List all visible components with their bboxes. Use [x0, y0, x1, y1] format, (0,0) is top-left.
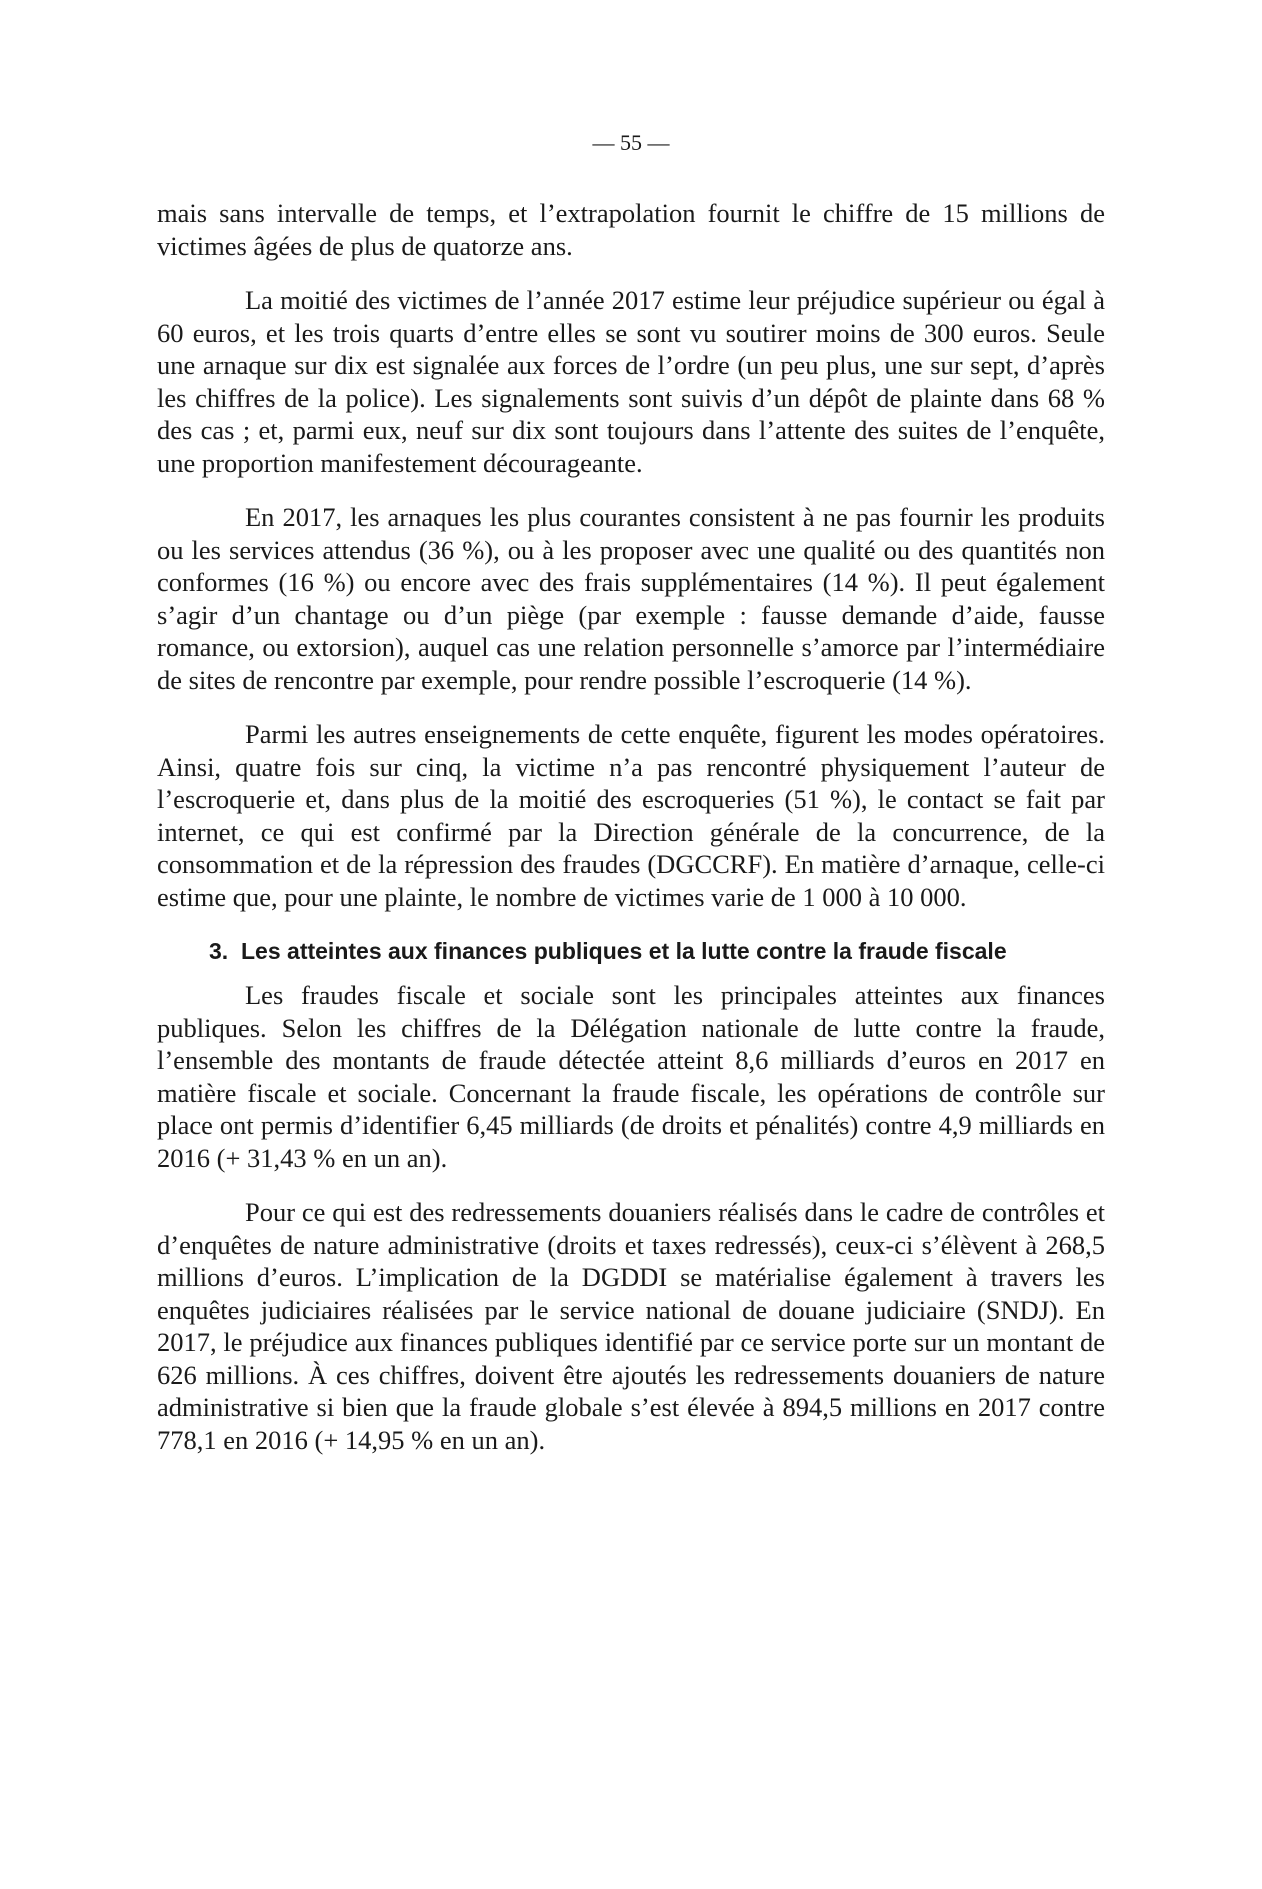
paragraph-customs-fraud: Pour ce qui est des redressements douaniers réalisés dans le cadre de contrôles et d’enquêtes de nature administrative (droits et taxes redressés), ceux-ci s’élèvent à 268,5 millions d’euros. L’implication de la DGDDI se matérialise également à travers les enquêtes judiciaires réalisées par le service national de douane judiciaire (SNDJ). En 2017, le préjudice aux finances publiques identifié par ce service porte sur un montant de 626 millions. À ces chiffres, doivent être ajoutés les redressements douaniers de nature administrative si bien que la fraude globale s’est élevée à 894,5 millions en 2017 contre 778,1 en 2016 (+ 14,95 % en un an). [157, 1197, 1105, 1455]
page-body [157, 197, 1105, 1478]
paragraph-tax-fraud: Les fraudes fiscale et sociale sont les principales atteintes aux finances publiques. Selon les chiffres de la Délégation nationale de lutte contre la fraude, l’ensemble des montants de fraude détectée atteint 8,6 milliards d’euros en 2017 en matière fiscale et sociale. Concernant la fraude fiscale, les opérations de contrôle sur place ont permis d’identifier 6,45 milliards (de droits et pénalités) contre 4,9 milliards en 2016 (+ 31,43 % en un an). [157, 980, 1105, 1173]
section-number: 3. [209, 938, 229, 964]
paragraph-modus-operandi: Parmi les autres enseignements de cette enquête, figurent les modes opératoires. Ainsi, quatre fois sur cinq, la victime n’a pas rencontré physiquement l’auteur de l’escroquerie et, dans plus de la moitié des escroqueries (51 %), le contact se fait par internet, ce qui est confirmé par la Direction générale de la concurrence, de la consommation et de la répression des fraudes (DGCCRF). En matière d’arnaque, celle-ci estime que, pour une plainte, le nombre de victimes varie de 1 000 à 10 000. [157, 719, 1105, 912]
paragraph-continuation: mais sans intervalle de temps, et l’extrapolation fournit le chiffre de 15 millions de victimes âgées de plus de quatorze ans. [157, 198, 1105, 261]
section-title: Les atteintes aux finances publiques et la lutte contre la fraude fiscale [241, 938, 1007, 964]
paragraph-victim-losses: La moitié des victimes de l’année 2017 estime leur préjudice supérieur ou égal à 60 euros, et les trois quarts d’entre elles se sont vu soutirer moins de 300 euros. Seule une arnaque sur dix est signalée aux forces de l’ordre (un peu plus, une sur sept, d’après les chiffres de la police). Les signalements sont suivis d’un dépôt de plainte dans 68 % des cas ; et, parmi eux, neuf sur dix sont toujours dans l’attente des suites de l’enquête, une proportion manifestement décourageante. [157, 285, 1105, 478]
paragraph-common-scams: En 2017, les arnaques les plus courantes consistent à ne pas fournir les produits ou les services attendus (36 %), ou à les proposer avec une qualité ou des quantités non conformes (16 %) ou encore avec des frais supplémentaires (14 %). Il peut également s’agir d’un chantage ou d’un piège (par exemple : fausse demande d’aide, fausse romance, ou extorsion), auquel cas une relation personnelle s’amorce par l’intermédiaire de sites de rencontre par exemple, pour rendre possible l’escroquerie (14 %). [157, 502, 1105, 695]
page-number: — 55 — [592, 130, 670, 155]
section-heading [209, 935, 1105, 967]
